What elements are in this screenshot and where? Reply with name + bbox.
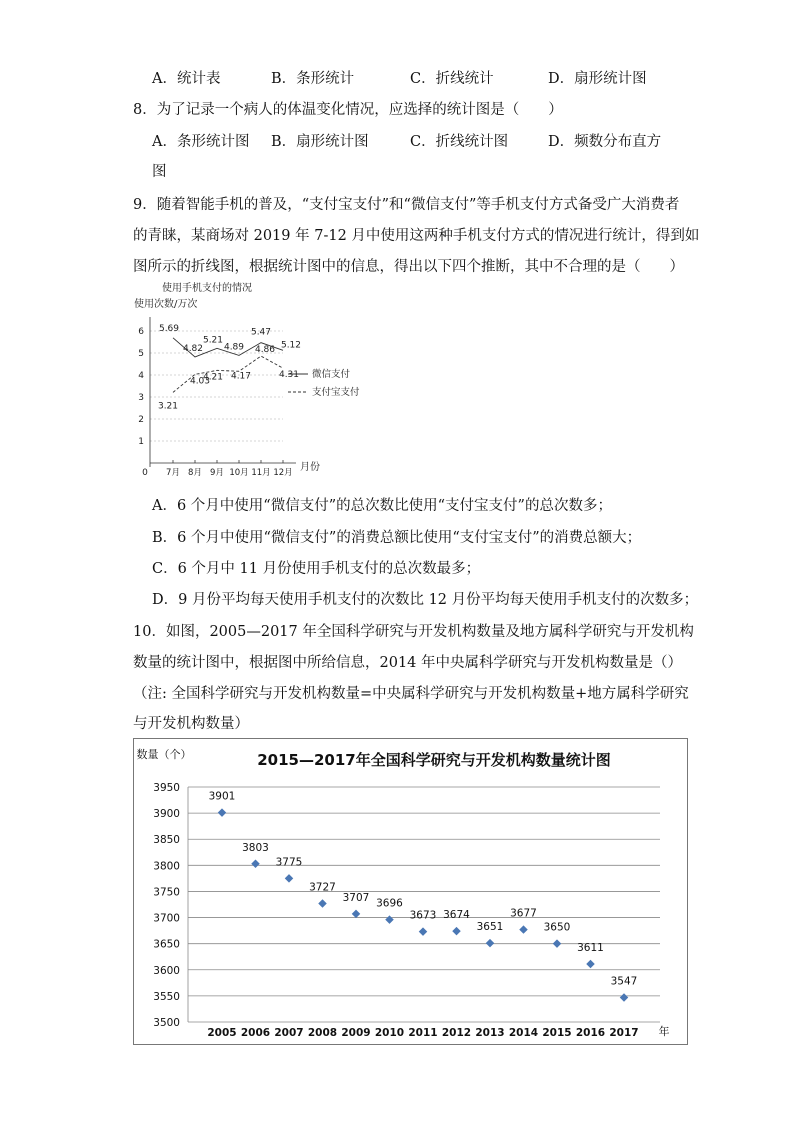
chart2-title: 2015—2017年全国科学研究与开发机构数量统计图: [257, 751, 611, 769]
chart2-data-label: 3803: [242, 841, 269, 854]
chart1-ylabel: 使用次数/万次: [134, 299, 198, 310]
chart2-data-label: 3696: [376, 897, 403, 910]
q9-option-c: C．6 个月中 11 月份使用手机支付的总次数最多；: [152, 561, 481, 577]
q7-option-a: A．统计表: [152, 71, 221, 87]
chart2-marker: [318, 899, 326, 907]
chart2-ytick-label: 3900: [153, 808, 180, 821]
chart2-marker: [620, 993, 628, 1001]
chart2-xtick-label: 2014: [508, 1027, 539, 1039]
q8-option-b: B．扇形统计图: [271, 134, 369, 150]
q8-option-a: A．条形统计图: [152, 134, 250, 150]
chart1-ytick-label: 5: [138, 349, 144, 359]
q7-option-d: D．扇形统计图: [548, 71, 647, 87]
chart1-data-label: 5.69: [158, 323, 180, 334]
q9-stem-line-2: 的青睐，某商场对 2019 年 7-12 月中使用这两种手机支付方式的情况进行统计，得到如: [133, 228, 700, 244]
q9-option-a: A．6 个月中使用“微信支付”的总次数比使用“支付宝支付”的总次数多；: [152, 498, 612, 514]
q8-option-d: D．频数分布直方: [548, 134, 662, 150]
q9-option-b: B．6 个月中使用“微信支付”的消费总额比使用“支付宝支付”的消费总额大；: [152, 530, 642, 546]
chart2-data-label: 3651: [476, 921, 504, 934]
chart1-legend-label: 微信支付: [312, 369, 351, 380]
chart2-marker: [251, 860, 259, 868]
institution-scatter-chart: [134, 739, 687, 1044]
chart1-data-label: 4.82: [182, 343, 204, 354]
q10-stem-line-2: 数量的统计图中，根据图中所给信息，2014 年中央属科学研究与开发机构数量是（）: [133, 655, 683, 671]
chart1-xtick-label: 10月: [229, 468, 249, 478]
chart2-xtick-label: 2012: [441, 1027, 472, 1039]
chart2-data-label: 3673: [409, 909, 437, 922]
chart2-data-label: 3727: [309, 881, 336, 894]
chart2-ytick-label: 3800: [153, 860, 180, 873]
chart2-data-label: 3611: [577, 942, 604, 955]
chart2-marker: [285, 874, 293, 882]
chart1-xtick-label: 8月: [188, 468, 202, 478]
chart2-data-label: 3674: [443, 909, 470, 922]
chart2-data-label: 3547: [610, 975, 638, 988]
chart1-xtick-label: 9月: [210, 468, 224, 478]
chart1-data-label: 3.21: [157, 401, 179, 412]
chart2-xtick-label: 2008: [307, 1027, 338, 1039]
chart1-data-label: 5.12: [280, 340, 302, 351]
chart2-data-label: 3707: [342, 891, 370, 904]
chart2-marker: [586, 960, 594, 968]
chart2-data-label: 3901: [208, 790, 236, 803]
chart1-ytick-label: 1: [138, 437, 144, 447]
chart1-ytick-label: 3: [138, 393, 144, 403]
chart2-ytick-label: 3950: [153, 782, 180, 794]
q8-option-c: C．折线统计图: [410, 134, 509, 150]
chart2-xtick-label: 2009: [341, 1027, 371, 1039]
chart2-ytick-label: 3650: [153, 938, 180, 951]
chart1-data-label: 4.86: [254, 345, 276, 356]
chart1-ytick-label: 4: [138, 371, 144, 381]
chart2-ytick-label: 3850: [153, 834, 180, 847]
chart1-xtick-label: 12月: [273, 468, 293, 478]
chart2-xtick-label: 2006: [240, 1027, 271, 1039]
chart1-data-label: 4.31: [278, 370, 300, 381]
chart1-data-label: 4.21: [202, 372, 224, 383]
chart2-xtick-label: 2017: [609, 1027, 639, 1039]
q7-option-b: B．条形统计: [271, 71, 355, 87]
chart2-xtick-label: 2016: [575, 1027, 606, 1039]
chart2-marker: [218, 808, 226, 816]
chart1-ytick-label: 6: [138, 327, 144, 337]
chart2-marker: [419, 927, 427, 935]
q8-stem: 8．为了记录一个病人的体温变化情况，应选择的统计图是（ ）: [133, 102, 563, 118]
chart2-marker: [452, 927, 460, 935]
chart1-data-label: 4.17: [230, 371, 252, 382]
q10-stem-line-3: （注: 全国科学研究与开发机构数量=中央属科学研究与开发机构数量+地方属科学研究: [133, 686, 689, 702]
chart1-data-label: 4.89: [223, 342, 245, 353]
chart1-origin-label: 0: [142, 468, 148, 478]
q9-stem-line-3: 图所示的折线图，根据统计图中的信息，得出以下四个推断，其中不合理的是（ ）: [133, 259, 684, 275]
q10-stem-line-1: 10．如图，2005—2017 年全国科学研究与开发机构数量及地方属科学研究与开发机构: [133, 624, 694, 640]
chart2-ytick-label: 3500: [153, 1017, 180, 1029]
chart2-xtick-label: 2013: [475, 1027, 505, 1039]
chart2-marker: [352, 910, 360, 918]
chart2-ytick-label: 3550: [153, 990, 180, 1003]
chart2-ytick-label: 3600: [153, 964, 180, 977]
chart2-marker: [519, 925, 527, 933]
chart1-data-label: 5.21: [202, 335, 224, 346]
chart2-xtick-label: 2010: [374, 1027, 405, 1039]
q9-stem-line-1: 9．随着智能手机的普及，“支付宝支付”和“微信支付”等手机支付方式备受广大消费者: [133, 197, 680, 213]
chart2-marker: [486, 939, 494, 947]
chart1-ytick-label: 2: [138, 415, 144, 425]
chart2-data-label: 3677: [510, 907, 537, 920]
chart1-xtick-label: 7月: [166, 468, 180, 478]
q10-stem-line-4: 与开发机构数量）: [133, 716, 249, 732]
chart2-data-label: 3650: [543, 921, 571, 934]
chart2-xtick-label: 2011: [408, 1027, 438, 1039]
chart2-ylabel: 数量（个）: [136, 748, 192, 761]
chart1-legend-label: 支付宝支付: [312, 387, 360, 398]
q9-option-d: D．9 月份平均每天使用手机支付的次数比 12 月份平均每天使用手机支付的次数多；: [152, 592, 699, 608]
chart2-marker: [385, 915, 393, 923]
chart2-ytick-label: 3750: [153, 886, 180, 899]
chart2-xlabel: 年: [658, 1025, 670, 1038]
chart1-data-label: 4.03: [189, 376, 211, 387]
chart2-xtick-label: 2007: [274, 1027, 304, 1039]
chart2-ytick-label: 3700: [153, 912, 180, 925]
q7-option-c: C．折线统计: [410, 71, 494, 87]
chart1-series-line: [173, 356, 283, 392]
chart2-xtick-label: 2005: [207, 1027, 237, 1039]
institution-chart-frame: [133, 738, 688, 1045]
chart1-xlabel: 月份: [300, 462, 320, 473]
chart1-title: 使用手机支付的情况: [162, 283, 252, 294]
chart2-marker: [553, 939, 561, 947]
chart1-data-label: 5.47: [250, 327, 272, 338]
chart2-data-label: 3775: [275, 856, 303, 869]
q8-option-d-wrap: 图: [152, 164, 167, 180]
payment-line-chart: [118, 280, 398, 480]
chart2-xtick-label: 2015: [542, 1027, 572, 1039]
chart1-xtick-label: 11月: [251, 468, 271, 478]
